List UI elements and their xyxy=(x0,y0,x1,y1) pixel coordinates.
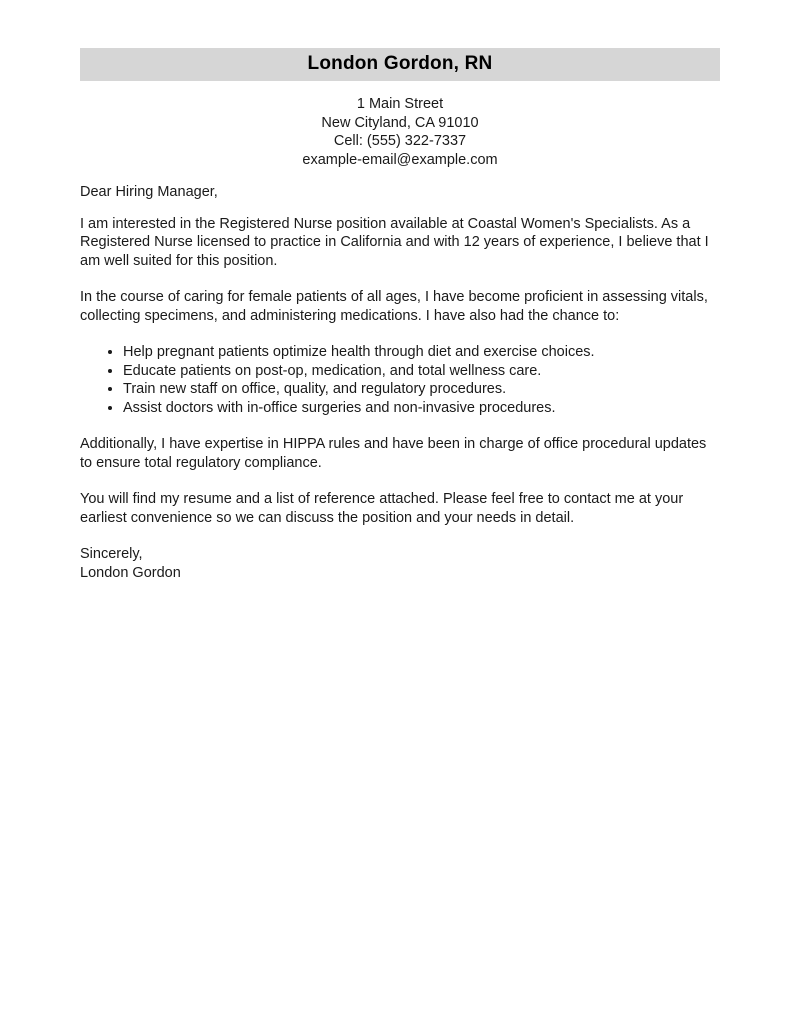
paragraph-experience: In the course of caring for female patients of all ages, I have become proficient in assessing vitals, collecting specimens, and administering medications. I have also had the chance to: xyxy=(80,289,708,324)
list-item: • Help pregnant patients optimize health through diet and exercise choices. xyxy=(123,343,720,362)
list-item: • Educate patients on post-op, medication, and total wellness care. xyxy=(123,362,720,381)
letter-body xyxy=(80,183,720,582)
paragraph-contact-request: You will find my resume and a list of reference attached. Please feel free to contact me at your earliest convenience so we can discuss the position and your needs in detail. xyxy=(80,491,684,526)
signature-name: London Gordon xyxy=(80,564,181,581)
paragraph-compliance: Additionally, I have expertise in HIPPA rules and have been in charge of office procedural updates to ensure total regulatory compliance. xyxy=(80,436,707,471)
salutation: Dear Hiring Manager, xyxy=(80,184,218,200)
contact-block xyxy=(80,95,720,169)
skills-bullet-list xyxy=(80,343,720,417)
applicant-name-title: London Gordon, RN xyxy=(307,53,493,74)
paragraph-intro: I am interested in the Registered Nurse position available at Coastal Women's Specialists. As a Registered Nurse licensed to practice in California and with 12 years of experience, I believe that I am well suited for this position. xyxy=(80,215,709,269)
contact-phone: Cell: (555) 322-7337 xyxy=(333,133,467,149)
closing: Sincerely, xyxy=(80,546,143,562)
contact-address-line1: 1 Main Street xyxy=(356,96,444,112)
contact-email: example-email@example.com xyxy=(302,151,498,168)
contact-address-line2: New Cityland, CA 91010 xyxy=(321,114,479,131)
list-item: • Assist doctors with in-office surgeries and non-invasive procedures. xyxy=(123,399,720,418)
list-item: • Train new staff on office, quality, and regulatory procedures. xyxy=(123,380,720,399)
letter-header-bar xyxy=(80,48,720,81)
